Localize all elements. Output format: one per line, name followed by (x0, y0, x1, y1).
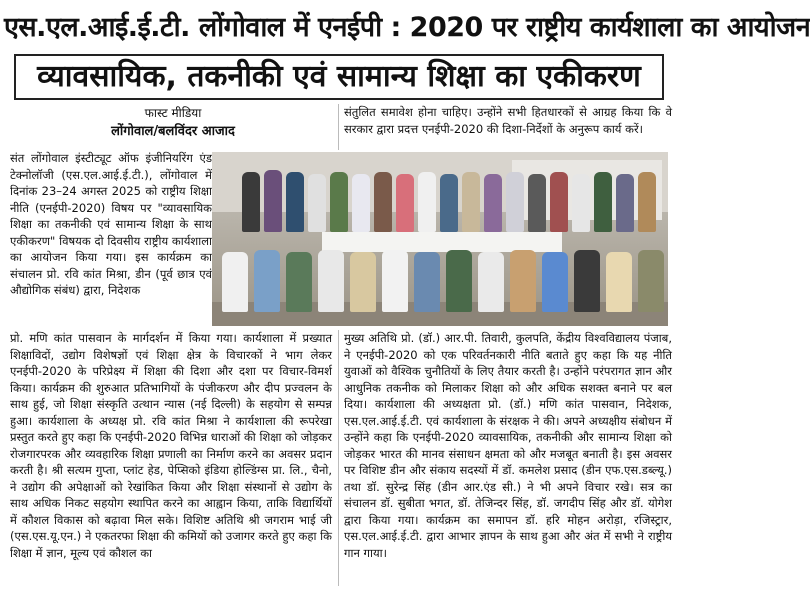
photo-person (330, 172, 348, 232)
article-paragraph: मुख्य अतिथि प्रो. (डॉ.) आर.पी. तिवारी, कुलपति, केंद्रीय विश्वविद्यालय पंजाब, ने एनईपी-2020 को एक परिवर्तनकारी नीति बताते हुए कहा कि यह नीति युवाओं को वैश्विक चुनौतियों के लिए तैयार करती है। उन्होंने परंपरागत ज्ञान और आधुनिक तकनीक को मिलाकर शिक्षा को और अधिक सशक्त बनाने पर बल दिया। कार्यशाला की अध्यक्षता प्रो. (डॉ.) मणि कांत पासवान, निदेशक, एस.एल.आई.ई.टी. एवं कार्यशाला के संरक्षक ने की। अपने अध्यक्षीय संबोधन में उन्होंने कहा कि एनईपी-2020 व्यावसायिक, तकनीकी और सामान्य शिक्षा को जोड़कर भारत की मानव संसाधन क्षमता को और मजबूत बनाती है। इस अवसर पर विशिष्ट डीन और संकाय सदस्यों में डॉ. कमलेश प्रसाद (डीन एफ.एस.डब्ल्यू.) तथा डॉ. सुरेन्द्र सिंह (डीन आर.एंड सी.) ने भी अपने विचार रखे। सत्र का संचालन डॉ. सुबीता भगत, डॉ. तेजिन्दर सिंह, डॉ. जगदीप सिंह और डॉ. योगेश द्वारा किया गया। कार्यक्रम का समापन डॉ. हरि मोहन अरोड़ा, रजिस्ट्रार, एस.एल.आई.ई.टी. द्वारा आभार ज्ञापन के साथ हुआ और अंत में सभी ने राष्ट्रीय गान गाया। (344, 331, 672, 560)
photo-person (510, 250, 536, 312)
photo-person (574, 250, 600, 312)
photo-person (222, 252, 248, 312)
subheadline: व्यावसायिक, तकनीकी एवं सामान्य शिक्षा का एकीकरण (37, 59, 641, 94)
article-paragraph: संतुलित समावेश होना चाहिए। उन्होंने सभी हितधारकों से आग्रह किया कि वे सरकार द्वारा प्रदत्त एनईपी-2020 की दिशा-निर्देशों के अनुरूप कार्य करें। (344, 105, 672, 136)
photo-table (322, 232, 562, 252)
article-column-left-top (10, 150, 212, 330)
article-column-right-top (344, 104, 672, 148)
photo-person (350, 252, 376, 312)
photo-person (638, 250, 664, 312)
photo-person (616, 174, 634, 232)
photo-person (542, 252, 568, 312)
workshop-group-photo (212, 152, 668, 326)
article-paragraph: प्रो. मणि कांत पासवान के मार्गदर्शन में किया गया। कार्यशाला में प्रख्यात शिक्षाविदों, उद्योग विशेषज्ञों एवं शिक्षा क्षेत्र के विचारकों ने भाग लेकर एनईपी-2020 के परिप्रेक्ष्य में शिक्षा की दिशा और दशा पर विचार-विमर्श किया। कार्यक्रम की शुरुआत प्रतिभागियों के पंजीकरण और दीप प्रज्वलन के साथ हुई, जो शिक्षा संस्कृति उत्थान न्यास (नई दिल्ली) के सहयोग से सम्पन्न हुआ। कार्यशाला के अध्यक्ष प्रो. रवि कांत मिश्रा ने कार्यशाला की रूपरेखा प्रस्तुत करते हुए कहा कि एनईपी-2020 विभिन्न धाराओं की शिक्षा को जोड़कर रोजगारपरक और व्यवहारिक शिक्षा प्रणाली का निर्माण करने का अवसर प्रदान करती है। श्री सत्यम गुप्ता, प्लांट हेड, पेप्सिको इंडिया होल्डिंग्स प्रा. लि., चैनो, ने उद्योग की अपेक्षाओं को रेखांकित किया और शिक्षा संस्थानों से उद्योग के साथ अधिक निकट सहयोग स्थापित करने का आह्वान किया, ताकि विद्यार्थियों में कौशल विकास को बढ़ावा मिल सके। विशिष्ट अतिथि श्री जगराम भाई जी (एस.एस.यू.एन.) ने एकतरफा शिक्षा की कमियों को उजागर करते हुए कहा कि शिक्षा में ज्ञान, मूल्य एवं कौशल का (10, 331, 332, 560)
byline-location-reporter: लोंगोवाल/बलविंदर आजाद (111, 124, 235, 139)
photo-person (484, 174, 502, 232)
photo-person (308, 174, 326, 232)
photo-person (606, 252, 632, 312)
photo-person (414, 252, 440, 312)
photo-person (594, 172, 612, 232)
subheadline-box (14, 54, 664, 100)
byline-source: फास्ट मीडिया (144, 106, 202, 120)
photo-person (254, 250, 280, 312)
headline: एस.एल.आई.ई.टी. लोंगोवाल में एनईपी : 2020 पर राष्ट्रीय कार्यशाला का आयोजन (4, 12, 810, 43)
photo-person (382, 250, 408, 312)
photo-person (374, 172, 392, 232)
photo-person (446, 250, 472, 312)
photo-person (396, 174, 414, 232)
column-divider (338, 104, 339, 150)
photo-person (478, 252, 504, 312)
article-column-left-bottom (10, 330, 332, 586)
photo-person (318, 250, 344, 312)
photo-person (286, 252, 312, 312)
photo-person (462, 172, 480, 232)
column-divider (338, 330, 339, 586)
photo-person (286, 172, 304, 232)
article-column-right-bottom (344, 330, 672, 586)
photo-person (550, 172, 568, 232)
photo-person (528, 174, 546, 232)
photo-person (506, 172, 524, 232)
photo-person (352, 174, 370, 232)
photo-person (638, 172, 656, 232)
photo-person (572, 174, 590, 232)
photo-person (242, 172, 260, 232)
photo-person (264, 170, 282, 232)
article-paragraph: संत लोंगोवाल इंस्टीट्यूट ऑफ इंजीनियरिंग एंड टेक्नोलॉजी (एस.एल.आई.ई.टी.), लोंगोवाल में दिनांक 23–24 अगस्त 2025 को राष्ट्रीय शिक्षा नीति (एनईपी-2020) विषय पर "व्यावसायिक शिक्षा का तकनीकी एवं सामान्य शिक्षा के साथ एकीकरण" विषयक दो दिवसीय राष्ट्रीय कार्यशाला का आयोजन किया गया। इस कार्यक्रम का संचालन प्रो. रवि कांत मिश्रा, डीन (पूर्व छात्र एवं औद्योगिक संबंध) द्वारा, निदेशक (10, 151, 212, 297)
photo-person (418, 172, 436, 232)
photo-person (440, 174, 458, 232)
byline (12, 104, 334, 148)
